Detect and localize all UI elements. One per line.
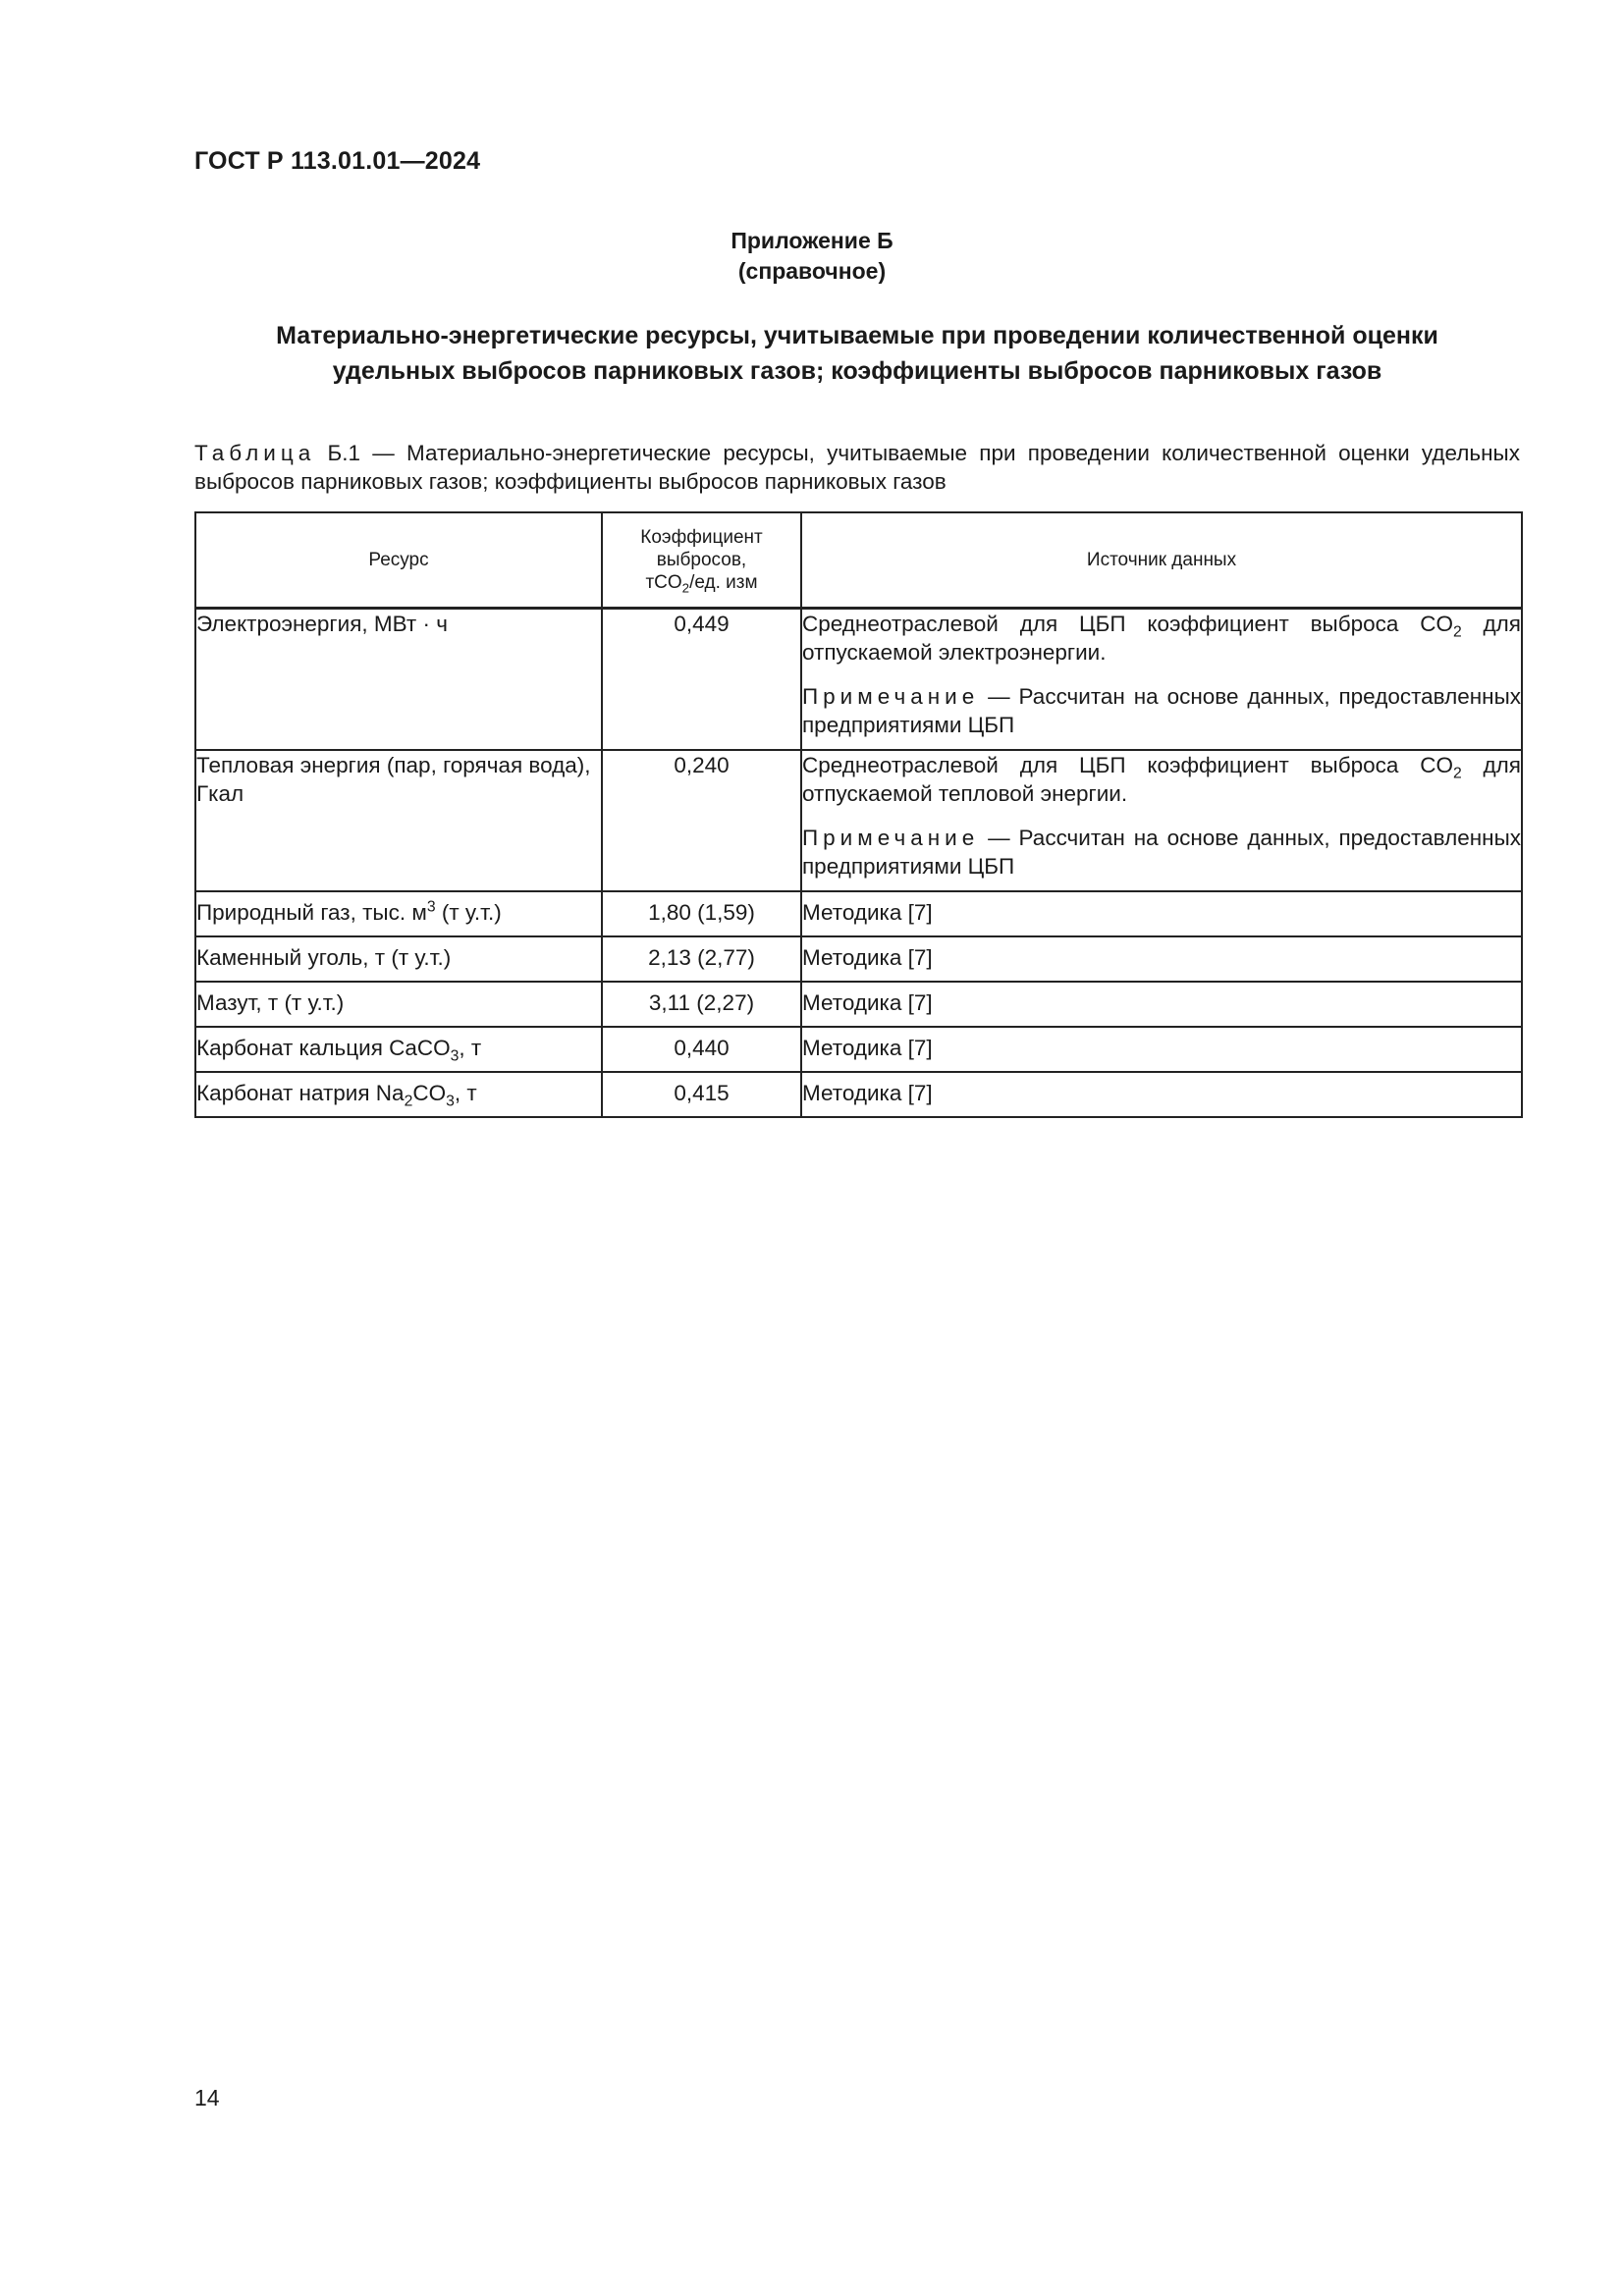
appendix-title (194, 318, 1520, 389)
cell-coefficient: 3,11 (2,27) (602, 982, 801, 1027)
source-subscript: 2 (1452, 765, 1462, 782)
source-note (802, 824, 1521, 881)
document-code: ГОСТ Р 113.01.01—2024 (194, 147, 481, 175)
header-unit-subscript: 2 (681, 580, 690, 596)
cell-source: Методика [7] (801, 936, 1522, 982)
resource-text: , т (459, 1036, 482, 1060)
resource-text: Карбонат кальция CaCO (196, 1036, 451, 1060)
cell-resource (195, 1072, 602, 1117)
table-caption-text: — Материально-энергетические ресурсы, учитываемые при проведении количественной оценки удельных выбросов парниковых газов; коэффициенты выбросов парниковых газов (194, 441, 1520, 494)
cell-coefficient: 0,449 (602, 609, 801, 751)
table-caption (194, 439, 1520, 496)
cell-coefficient: 0,240 (602, 750, 801, 891)
appendix-title-line: удельных выбросов парниковых газов; коэффициенты выбросов парниковых газов (332, 357, 1382, 385)
source-note (802, 682, 1521, 739)
table-row (195, 609, 1522, 751)
source-main (802, 610, 1521, 667)
page-number: 14 (194, 2085, 220, 2110)
cell-source (801, 750, 1522, 891)
header-resource: Ресурс (195, 512, 602, 609)
emission-factors-table (194, 511, 1523, 1118)
cell-resource: Электроэнергия, МВт · ч (195, 609, 602, 751)
source-text: для отпускаемой тепловой энергии. (802, 753, 1521, 806)
header-coefficient-line: выбросов, (656, 550, 747, 570)
source-main (802, 751, 1521, 808)
source-text: Среднеотраслевой для ЦБП коэффициент выброса CO (802, 612, 1453, 636)
resource-superscript: 3 (426, 898, 436, 916)
note-label: Примечание (802, 684, 980, 709)
appendix-type: (справочное) (737, 258, 887, 284)
cell-resource: Каменный уголь, т (т у.т.) (195, 936, 602, 982)
header-coefficient (602, 512, 801, 609)
resource-text: Карбонат натрия Na (196, 1081, 405, 1105)
table-caption-number: Б.1 (327, 441, 361, 465)
header-coefficient-line (603, 571, 800, 594)
cell-coefficient: 0,440 (602, 1027, 801, 1072)
resource-text: Природный газ, тыс. м (196, 900, 427, 925)
cell-source: Методика [7] (801, 891, 1522, 936)
cell-source (801, 609, 1522, 751)
source-text: для отпускаемой электроэнергии. (802, 612, 1521, 665)
table-row (195, 982, 1522, 1027)
cell-source: Методика [7] (801, 1027, 1522, 1072)
cell-resource (195, 891, 602, 936)
cell-resource (195, 1027, 602, 1072)
cell-coefficient: 1,80 (1,59) (602, 891, 801, 936)
header-unit-text: /ед. изм (689, 572, 758, 593)
note-text: — Рассчитан на основе данных, предоставленных предприятиями ЦБП (802, 826, 1521, 879)
appendix-label: Приложение Б (731, 228, 893, 253)
header-coefficient-line: Коэффициент (640, 527, 763, 548)
cell-resource: Мазут, т (т у.т.) (195, 982, 602, 1027)
cell-resource: Тепловая энергия (пар, горячая вода), Гкал (195, 750, 602, 891)
table-row (195, 1072, 1522, 1117)
cell-coefficient: 2,13 (2,77) (602, 936, 801, 982)
note-label: Примечание (802, 826, 980, 850)
cell-coefficient: 0,415 (602, 1072, 801, 1117)
table-row (195, 891, 1522, 936)
header-source: Источник данных (801, 512, 1522, 609)
table-row (195, 750, 1522, 891)
cell-source: Методика [7] (801, 982, 1522, 1027)
table-row (195, 1027, 1522, 1072)
source-text: Среднеотраслевой для ЦБП коэффициент выброса CO (802, 753, 1453, 777)
resource-text: CO (412, 1081, 447, 1105)
table-caption-label: Таблица (194, 441, 316, 465)
cell-source: Методика [7] (801, 1072, 1522, 1117)
resource-subscript: 3 (450, 1047, 460, 1065)
table-header-row (195, 512, 1522, 609)
header-unit-text: тCO (645, 572, 682, 593)
resource-subscript: 3 (446, 1093, 455, 1110)
appendix-title-line: Материально-энергетические ресурсы, учитываемые при проведении количественной оценки (276, 322, 1438, 349)
table-row (195, 936, 1522, 982)
source-subscript: 2 (1452, 623, 1462, 641)
resource-text: (т у.т.) (435, 900, 502, 925)
resource-text: , т (454, 1081, 477, 1105)
resource-subscript: 2 (404, 1093, 413, 1110)
note-text: — Рассчитан на основе данных, предоставленных предприятиями ЦБП (802, 684, 1521, 737)
appendix-heading (0, 226, 1624, 287)
